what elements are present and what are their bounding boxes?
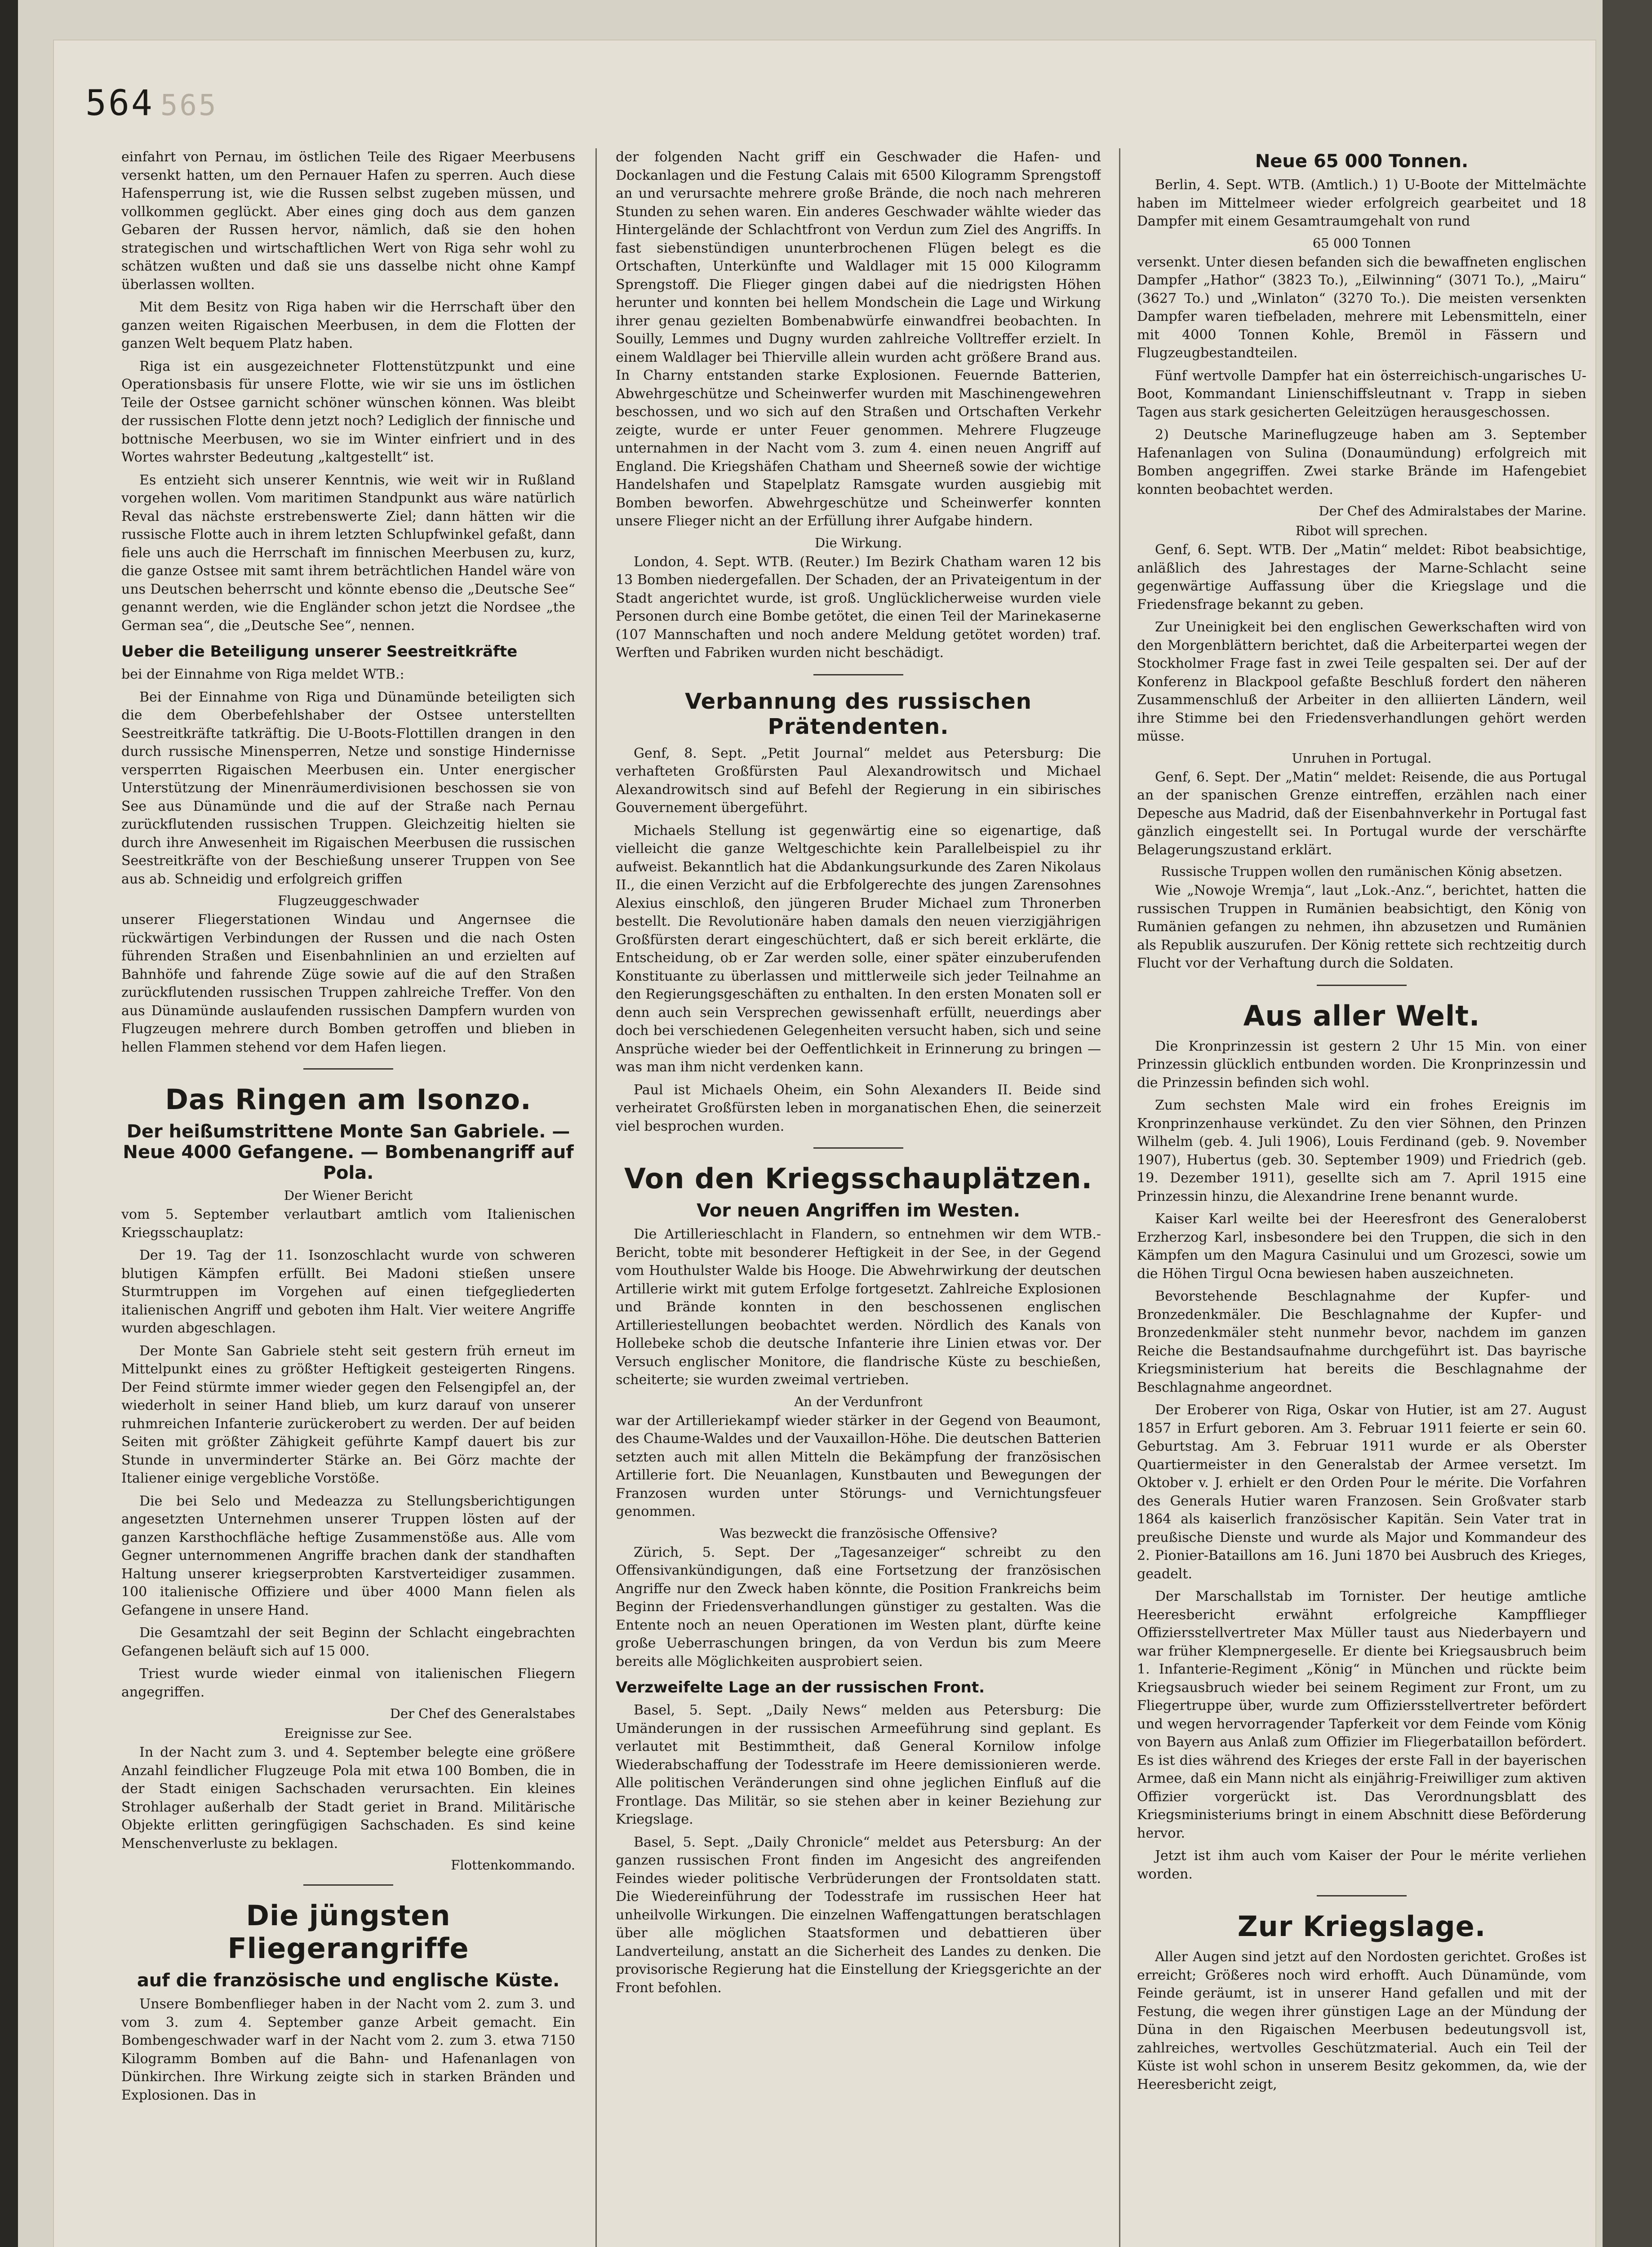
article-text: Aller Augen sind jetzt auf den Nordosten gerichtet. Großes ist erreicht; Größeres noch wird erhofft. Auch Dünamünde, vom Feinde geräumt, ist in unserer Hand gefallen und mit der Festung, die wegen ihrer günstigen Lage an der Mündung der Düna in den Rigaischen Meerbusen bedeutungsvoll ist, zahlreiches, wertvolles Geschützmaterial. Auch ein Teil der Küste ist wohl schon in unserem Besitz gekommen, da, wie der Heeresbericht zeigt, <box>1137 1949 1586 2092</box>
article-text: Mit dem Besitz von Riga haben wir die Herrschaft über den ganzen weiten Rigaischen Meerbusen, in dem die Flotten der ganzen Welt bequem Platz haben. <box>121 299 575 351</box>
subheading: Unruhen in Portugal. <box>1292 750 1432 766</box>
subheading: 65 000 Tonnen <box>1312 235 1411 251</box>
article-text: Zur Uneinigkeit bei den englischen Gewerkschaften wird von den Morgenblättern berichtet, daß die Arbeiterpartei wegen der Stockholmer Frage fast in zwei Teile gespalten sei. Der auf der Konferenz in Blackpool gefaßte Beschluß fordert den näheren Zusammenschluß der Arbeiter in den alliierten Ländern, weil ihre Stimme bei den Friedensverhandlungen gehört werden müsse. <box>1137 619 1586 744</box>
article-text: Riga ist ein ausgezeichneter Flottenstützpunkt und eine Operationsbasis für unsere Flotte, wie wir sie uns im östlichen Teile der Ostsee garnicht schöner wünschen können. Was bleibt der russischen Flotte denn jetzt noch? Lediglich der finnische und bottnische Meerbusen, wo sie im Winter einfriert und in des Wortes wahrster Bedeutung „kaltgestellt“ ist. <box>121 358 575 465</box>
article-text: Die bei Selo und Medeazza zu Stellungsberichtigungen angesetzten Unternehmen unserer Truppen lösten auf der ganzen Karsthochfläche heftige Zusammenstöße aus. Alle vom Gegner unternommenen Angriffe brachen dank der standhaften Haltung unserer kriegserprobten Karstverteidiger zusammen. 100 italienische Offiziere und über 4000 Mann fielen als Gefangene in unsere Hand. <box>121 1493 575 1618</box>
article-text: der folgenden Nacht griff ein Geschwader die Hafen- und Dockanlagen und die Festung Calais mit 6500 Kilogramm Sprengstoff an und verursachte mehrere große Brände, die noch nach mehreren Stunden zu sehen waren. Ein anderes Geschwader wählte wieder das Hintergelände der Schlachtfront von Verdun zum Ziel des Angriffs. In fast siebenstündigen ununterbrochenen Flügen belegt es die Ortschaften, Unterkünfte und Waldlager mit 15 000 Kilogramm Sprengstoff. Die Flieger gingen dabei auf die niedrigsten Höhen herunter und konnten bei hellem Mondschein die Lage und Wirkung ihrer genau gezielten Bombenabwürfe einwandfrei beobachten. In Souilly, Lemmes und Dugny wurden zahlreiche Volltreffer erzielt. In einem Waldlager bei Thierville allein wurden acht größere Brand aus. In Charny entstanden starke Explosionen. Feuernde Batterien, Abwehrgeschütze und Scheinwerfer wurden mit Maschinengewehren beschossen, und wo sich auf den Straßen und Ortschaften Verkehr zeigte, wurde er unter Feuer genommen. Mehrere Flugzeuge unternahmen in der Nacht vom 3. zum 4. einen neuen Angriff auf England. Die Kriegshäfen Chatham und Sheerneß sowie der wichtige Handelshafen und Stapelplatz Ramsgate wurden ausgiebig mit Bomben beworfen. Abwehrgeschütze und Scheinwerfer konnten unsere Flieger nicht an der Erfüllung ihrer Aufgabe hindern. <box>616 149 1101 529</box>
divider <box>121 1879 575 1887</box>
section-heading: Neue 65 000 Tonnen. <box>1255 151 1469 172</box>
headline: Zur Kriegslage. <box>1237 1910 1486 1943</box>
article-text: Berlin, 4. Sept. WTB. (Amtlich.) 1) U-Boote der Mittelmächte haben im Mittelmeer wieder erfolgreich gearbeitet und 18 Dampfer mit einem Gesamtraumgehalt von rund <box>1137 177 1586 229</box>
subheading: Die Wirkung. <box>814 535 902 551</box>
article-text: Genf, 6. Sept. WTB. Der „Matin“ meldet: Ribot beabsichtige, anläßlich des Jahrestages der Marne-Schlacht seine gegenwärtige Auffassung über die Kriegslage und die Friedensfrage bekannt zu geben. <box>1137 542 1586 613</box>
subheadline: auf die französische und englische Küste. <box>137 1970 560 1991</box>
signature: Flottenkommando. <box>451 1857 575 1873</box>
article-text: Jetzt ist ihm auch vom Kaiser der Pour le mérite verliehen worden. <box>1137 1848 1586 1882</box>
article-text: bei der Einnahme von Riga meldet WTB.: <box>121 666 404 682</box>
subheading: Ribot will sprechen. <box>1295 523 1428 538</box>
article-text: London, 4. Sept. WTB. (Reuter.) Im Bezirk Chatham waren 12 bis 13 Bomben niedergefallen. Der Schaden, der an Privateigentum in der Stadt angerichtet wurde, ist groß. Unglücklicherweise wurden viele Personen durch eine Bombe getötet, die einen Teil der Marinekaserne (107 Mannschaften und noch andere Meldung getötet worden) traf. Werften und Fabriken wurden nicht beschädigt. <box>616 554 1101 661</box>
signature: Der Chef des Generalstabes <box>390 1706 575 1721</box>
article-text: Genf, 8. Sept. „Petit Journal“ meldet aus Petersburg: Die verhafteten Großfürsten Paul Alexandrowitsch und Michael Alexandrowitsch sind auf Befehl der Regierung in ein sibirisches Gouvernement übergeführt. <box>616 745 1101 816</box>
article-text: Bei der Einnahme von Riga und Dünamünde beteiligten sich die dem Oberbefehlshaber der Ostsee unterstellten Seestreitkräfte tatkräftig. Die U-Boots-Flottillen drangen in den durch russische Minensperren, Netze und sonstige Hindernisse versperrten Rigaischen Meerbusen ein. Unter energischer Unterstützung der Minenräumerdivisionen beschossen sie von See aus Dünamünde und die auf der Straße nach Pernau zurückflutenden russischen Truppen. Gleichzeitig hielten sie durch ihre Anwesenheit im Rigaischen Meerbusen die russischen Seestreitkräfte von der Beschießung unserer Truppen von See aus ab. Schneidig und erfolgreich griffen <box>121 689 575 887</box>
article-text: einfahrt von Pernau, im östlichen Teile des Rigaer Meerbusens versenkt hatten, um den Pernauer Hafen zu sperren. Auch diese Hafensperrung ist, wie die Russen selbst zugeben müssen, und vollkommen geglückt. Aber eines ging doch aus dem ganzen Gebaren der Russen hervor, nämlich, daß sie den hohen strategischen und wirtschaftlichen Wert von Riga sehr wohl zu schätzen wußten und daß sie uns dasselbe nicht ohne Kampf überlassen wollten. <box>121 149 575 293</box>
divider <box>1137 979 1586 988</box>
article-text: Genf, 6. Sept. Der „Matin“ meldet: Reisende, die aus Portugal an der spanischen Grenze eintreffen, erzählen nach einer Depesche aus Madrid, daß der Eisenbahnverkehr in Portugal fast gänzlich eingestellt sei. In Portugal wurde der verschärfte Belagerungszustand erklärt. <box>1137 769 1586 858</box>
headline: Verbannung des russischen Prätendenten. <box>685 688 1032 739</box>
article-text: Es entzieht sich unserer Kenntnis, wie weit wir in Rußland vorgehen wollen. Vom maritimen Standpunkt aus wäre natürlich Reval das nächste erstrebenswerte Ziel; dann hätten wir die russische Flotte auch in ihrem letzten Schlupfwinkel gefaßt, dann fiele uns auch die Herrschaft im finnischen Meerbusen zu, kurz, die ganze Ostsee mit samt ihrem beträchtlichen Handel wäre von uns Deutschen beherrscht und könnte ebenso die „Deutsche See“ genannt werden, wie die Engländer schon jetzt die Nordsee „the German sea“, die „Deutsche See“, nennen. <box>121 472 575 634</box>
article-text: Michaels Stellung ist gegenwärtig eine so eigenartige, daß vielleicht die ganze Weltgeschichte kein Parallelbeispiel zu ihr aufweist. Bekanntlich hat die Abdankungsurkunde des Zaren Nikolaus II., die einen Verzicht auf die Erbfolgerechte des jungen Zarensohnes Alexius einschloß, den jüngeren Bruder Michael zum Thronerben bestellt. Die Revolutionäre haben damals den neuen vierzigjährigen Großfürsten derart eingeschüchtert, daß er sich bereit erklärte, die Entscheidung, ob er Zar werden solle, einer später einzuberufenden Konstituante zu überlassen und mittlerweile sich jeder Teilnahme an den Regierungsgeschäften zu enthalten. In den ersten Monaten soll er denn auch sein Versprechen gewissenhaft erfüllt, neuerdings aber doch bei verschiedenen Gelegenheiten versucht haben, sich und seine Ansprüche wieder bei der Oeffentlichkeit in Erinnerung zu bringen — was man ihm nicht verdenken kann. <box>616 822 1101 1075</box>
article-text: Zürich, 5. Sept. Der „Tagesanzeiger“ schreibt zu den Offensivankündigungen, daß eine Fortsetzung der französischen Angriffe nur den Zweck haben könnte, die Position Frankreichs beim Beginn der Friedensverhandlungen günstiger zu gestalten. Was die Entente noch an neuen Operationen im Westen plant, dürfte keine große Ueberraschungen bringen, da von Verdun bis zum Meere bereits alle Möglichkeiten ausprobiert seien. <box>616 1544 1101 1670</box>
subheadline: Der heißumstrittene Monte San Gabriele. — Neue 4000 Gefangene. — Bombenangriff auf Pola. <box>123 1121 574 1183</box>
article-text: versenkt. Unter diesen befanden sich die bewaffneten englischen Dampfer „Hathor“ (3823 To.), „Eilwinning“ (3071 To.), „Mairu“ (3627 To.) und „Winlaton“ (3270 To.). Die meisten versenkten Dampfer waren tiefbeladen, mehrere mit Lebensmitteln, einer mit 4000 Tonnen Kohle, Bremöl in Fässern und Flugzeugbestandteilen. <box>1137 254 1586 361</box>
article-text: Der 19. Tag der 11. Isonzoschlacht wurde von schweren blutigen Kämpfen erfüllt. Bei Madoni stießen unsere Sturmtruppen im Vorgehen auf einen tiefgegliederten italienischen Angriff und geboten ihm Halt. Vier weitere Angriffe wurden abgeschlagen. <box>121 1248 575 1336</box>
divider <box>616 1142 1101 1150</box>
subheadline: Vor neuen Angriffen im Westen. <box>697 1200 1020 1221</box>
article-text: Wie „Nowoje Wremja“, laut „Lok.-Anz.“, berichtet, hatten die russischen Truppen in Rumänien beabsichtigt, den König von Rumänien gefangen zu nehmen, ihn abzusetzen und Rumänien als Republik auszurufen. Der König rettete sich rechtzeitig durch Flucht vor der Verhaftung durch die Soldaten. <box>1137 883 1586 971</box>
article-text: vom 5. September verlautbart amtlich vom Italienischen Kriegsschauplatz: <box>121 1207 575 1241</box>
divider <box>121 1063 575 1071</box>
article-text: Unsere Bombenflieger haben in der Nacht vom 2. zum 3. und vom 3. zum 4. September ganze Arbeit gemacht. Ein Bombengeschwader warf in der Nacht vom 2. zum 3. etwa 7150 Kilogramm Bomben auf die Bahn- und Hafenanlagen von Dünkirchen. Ihre Wirkung zeigte sich in starken Bränden und Explosionen. Das in <box>121 1996 575 2103</box>
page-number-value: 564 <box>85 83 154 124</box>
article-text: Paul ist Michaels Oheim, ein Sohn Alexanders II. Beide sind verheiratet Großfürsten leben in morganatischen Ehen, die seinerzeit viel besprochen wurden. <box>616 1082 1101 1134</box>
column-rule-1 <box>595 148 597 2247</box>
column-1 <box>121 148 575 2247</box>
headline: Aus aller Welt. <box>1243 999 1480 1032</box>
article-text: Die Artillerieschlacht in Flandern, so entnehmen wir dem WTB.-Bericht, tobte mit besonderer Heftigkeit in der See, in der Gegend vom Houthulster Walde bis Hooge. Die Abwehrwirkung der deutschen Artillerie wirkt mit gutem Erfolge fortgesetzt. Zahlreiche Explosionen und Brände konnten in den beschossenen englischen Artilleriestellungen beobachtet werden. Nördlich des Kanals von Hollebeke schob die deutsche Infanterie ihre Linien etwas vor. Der Versuch englischer Monitore, die flandrische Küste zu beschießen, scheiterte; sie wurden zweimal vertrieben. <box>616 1226 1101 1388</box>
page-number <box>85 83 218 124</box>
subheading: Was bezweckt die französische Offensive? <box>719 1525 997 1541</box>
column-3 <box>1137 148 1586 2247</box>
article-text: Die Kronprinzessin ist gestern 2 Uhr 15 Min. von einer Prinzessin glücklich entbunden worden. Die Kronprinzessin und die Prinzessin befinden sich wohl. <box>1137 1038 1586 1091</box>
article-text: Die Gesamtzahl der seit Beginn der Schlacht eingebrachten Gefangenen beläuft sich auf 15 000. <box>121 1625 575 1659</box>
headline: Die jüngsten Fliegerangriffe <box>227 1899 469 1965</box>
article-text: Der Eroberer von Riga, Oskar von Hutier, ist am 27. August 1857 in Erfurt geboren. Am 3. Februar 1911 feierte er sein 60. Geburtstag. Am 3. Februar 1911 wurde er als Oberster Quartiermeister in den Generalstab der Armee versetzt. Im Oktober v. J. erhielt er den Orden Pour le mérite. Die Vorfahren des Generals Hutier waren Franzosen. Sein Großvater starb 1864 als kaiserlich französischer Kapitän. Sein Vater trat in preußische Dienste und wurde als Major und Kommandeur des 2. Pionier-Bataillons am 16. Juni 1870 bei Ausbruch des Krieges, geadelt. <box>1137 1402 1586 1582</box>
article-text: 2) Deutsche Marineflugzeuge haben am 3. September Hafenanlagen von Sulina (Donaumündung) erfolgreich mit Bomben angegriffen. Zwei starke Brände im Hafengebiet konnten beobachtet werden. <box>1137 427 1586 497</box>
scan-left-edge <box>0 0 18 2247</box>
article-text: Bevorstehende Beschlagnahme der Kupfer- und Bronzedenkmäler. Die Beschlagnahme der Kupfer- und Bronzedenkmäler steht nunmehr bevor, nachdem im ganzen Reiche die Bestandsaufnahme durchgeführt ist. Das bayrische Kriegsministerium hat bereits die Beschlagnahme der Beschlagnahme angeordnet. <box>1137 1288 1586 1395</box>
scan-right-edge <box>1603 0 1652 2247</box>
subheading: Ereignisse zur See. <box>284 1726 413 1741</box>
headline: Von den Kriegsschauplätzen. <box>624 1162 1092 1195</box>
subheading: Russische Truppen wollen den rumänischen König absetzen. <box>1161 864 1563 879</box>
article-text: Kaiser Karl weilte bei der Heeresfront des Generaloberst Erzherzog Karl, insbesondere bei den Truppen, die sich in den Kämpfen um den Magura Casinului und um Grozesci, sowie um die Höhen Tirgul Ocna bewiesen haben auszeichneten. <box>1137 1211 1586 1282</box>
article-text: Basel, 5. Sept. „Daily News“ melden aus Petersburg: Die Umänderungen in der russischen Armeeführung sind geplant. Es verlautet mit Bestimmtheit, daß General Kornilow infolge Wiederabschaffung der Todesstrafe im Heere demissionieren werde. Alle politischen Veränderungen sind ohne jeglichen Einfluß auf die Frontlage. Das Militär, so sie stehen aber in keiner Beziehung zur Kriegslage. <box>616 1702 1101 1827</box>
signature: Der Chef des Admiralstabes der Marine. <box>1319 503 1586 519</box>
article-text: Basel, 5. Sept. „Daily Chronicle“ meldet aus Petersburg: An der ganzen russischen Front finden im Angesicht des angreifenden Feindes wieder politische Verbrüderungen der Frontsoldaten statt. Die Wiedereinführung der Todesstrafe im russischen Heer hat unheilvolle Wirkungen. Die einzelnen Waffengattungen beratschlagen über alle möglichen Staatsformen und debattieren über Landverteilung, anstatt an die Sicherheit des Landes zu denken. Die provisorische Regierung hat die Einstellung der Kriegsgerichte an der Front befohlen. <box>616 1834 1101 1996</box>
article-text: Triest wurde wieder einmal von italienischen Fliegern angegriffen. <box>121 1666 575 1700</box>
headline: Das Ringen am Isonzo. <box>165 1083 532 1116</box>
article-text: unserer Fliegerstationen Windau und Angernsee die rückwärtigen Verbindungen der Russen und die nach Osten führenden Straßen und Eisenbahnlinien an und erzielten auf Bahnhöfe und fahrende Züge sowie auf die auf den Straßen zurückflutenden russischen Truppen zahlreiche Treffer. Von den aus Dünamünde auslaufenden russischen Dampfern wurden von Flugzeugen mehrere durch Bomben getroffen und blieben in hellen Flammen stehend vor dem Hafen liegen. <box>121 912 575 1055</box>
column-rule-2 <box>1119 148 1120 2247</box>
article-text: Der Marschallstab im Tornister. Der heutige amtliche Heeresbericht erwähnt erfolgreiche Kampfflieger Offiziersstellvertreter Max Müller taust aus Niederbayern und war früher Klempnergeselle. Er diente bei Kriegsausbruch beim 1. Infanterie-Regiment „König“ in München und rückte beim Kriegsausbruch wieder bei seinem Regiment zur Front, um zu Fliegertruppe über, wurde zum Offiziersstellvertreter befördert und wegen hervorragender Tapferkeit vor dem Feinde vom König von Bayern aus Anlaß zum Offizier im Fliegerbataillon befördert. Es ist dies während des Krieges der erste Fall in der bayerischen Armee, daß ein Mann nicht als einjährig-Freiwilliger zum aktiven Offizier vorgerückt ist. Das Verordnungsblatt des Kriegsministeriums bringt in einem Abschnitt diese Beförderung hervor. <box>1137 1589 1586 1841</box>
ghost-page-number: 565 <box>160 89 218 122</box>
section-heading: Ueber die Beteiligung unserer Seestreitkräfte <box>121 643 518 661</box>
subheading: An der Verdunfront <box>794 1394 923 1409</box>
article-text: war der Artilleriekampf wieder stärker in der Gegend von Beaumont, des Chaume-Waldes und der Vauxaillon-Höhe. Die deutschen Batterien setzten auch mit allen Mitteln die Bekämpfung der französischen Artillerie fort. Die Neuanlagen, Kunstbauten und Bewegungen der Franzosen wurden unter Störungs- und Vernichtungsfeuer genommen. <box>616 1412 1101 1519</box>
section-heading: Verzweifelte Lage an der russischen Front. <box>616 1679 985 1696</box>
subheading: Der Wiener Bericht <box>284 1188 413 1203</box>
divider <box>616 669 1101 677</box>
article-text: Der Monte San Gabriele steht seit gestern früh erneut im Mittelpunkt eines zu größter Heftigkeit gesteigerten Ringens. Der Feind stürmte immer wieder gegen den Felsengipfel an, der wiederholt in seiner Hand blieb, um kurz darauf von unserer ruhmreichen Infanterie zurückerobert zu werden. Der auf beiden Seiten mit größter Zähigkeit geführte Kampf dauert bis zur Stunde in unverminderter Stärke an. Bei Görz machte der Italiener einige vergebliche Vorstöße. <box>121 1343 575 1486</box>
article-text: Fünf wertvolle Dampfer hat ein österreichisch-ungarisches U-Boot, Kommandant Linienschiffsleutnant v. Trapp in sieben Tagen aus stark gesicherten Geleitzügen herausgeschossen. <box>1137 368 1586 420</box>
article-text: In der Nacht zum 3. und 4. September belegte eine größere Anzahl feindlicher Flugzeuge Pola mit etwa 100 Bomben, die in der Stadt einigen Sachschaden verursachten. Ein kleines Strohlager außerhalb der Stadt geriet in Brand. Militärische Objekte erlitten geringfügigen Sachschaden. Es sind keine Menschenverluste zu beklagen. <box>121 1745 575 1852</box>
divider <box>1137 1890 1586 1898</box>
article-text: Zum sechsten Male wird ein frohes Ereignis im Kronprinzenhause verkündet. Zu den vier Söhnen, den Prinzen Wilhelm (geb. 4. Juli 1906), Louis Ferdinand (geb. 9. November 1907), Hubertus (geb. 30. September 1909) und Friedrich (geb. 19. Dezember 1911), gesellte sich am 7. April 1915 eine Prinzessin hinzu, die Alexandrine Irene benannt wurde. <box>1137 1097 1586 1204</box>
column-2 <box>616 148 1101 2247</box>
subheading: Flugzeuggeschwader <box>278 893 419 908</box>
